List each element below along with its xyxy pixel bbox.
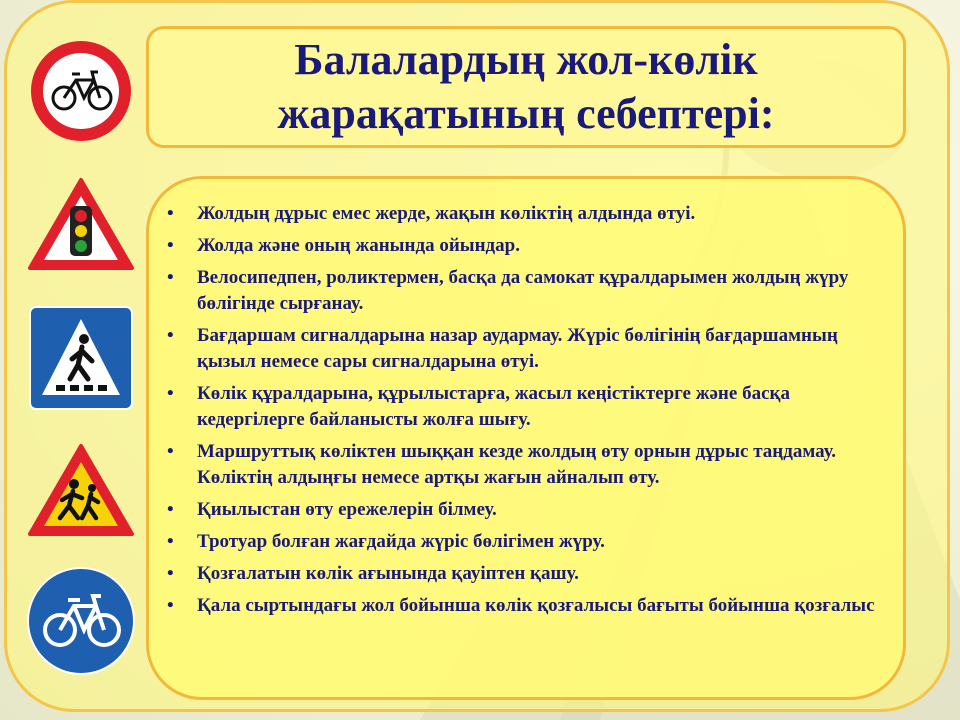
bullet: • xyxy=(167,383,174,404)
bullet: • xyxy=(167,595,174,616)
content-box xyxy=(146,176,906,700)
list-item xyxy=(159,561,899,587)
list-item xyxy=(159,201,899,227)
list-item xyxy=(159,381,899,433)
causes-list xyxy=(159,201,899,625)
bullet: • xyxy=(167,499,174,520)
title-box xyxy=(146,26,906,148)
no-bicycles-sign-icon xyxy=(28,38,134,144)
list-item-text: Жолда және оның жанында ойындар. xyxy=(197,235,520,256)
pedestrian-crossing-sign-icon xyxy=(28,305,134,411)
list-item-text: Жолдың дұрыс емес жерде, жақын көліктің алдында өтуі. xyxy=(197,203,696,224)
title-line-2: жарақатының себептері: xyxy=(277,89,775,138)
list-item-text: Маршруттық көліктен шыққан кезде жолдың өту орнын дұрыс таңдамау. Көліктің алдыңғы немесе артқы жағын айналып өту. xyxy=(197,441,837,488)
title-line-1: Балалардың жол-көлік xyxy=(294,35,758,84)
bullet: • xyxy=(167,441,174,462)
children-warning-sign-icon xyxy=(26,442,136,538)
bullet: • xyxy=(167,325,174,346)
list-item xyxy=(159,233,899,259)
bullet: • xyxy=(167,235,174,256)
bicycle-path-sign-icon xyxy=(26,566,136,676)
list-item-text: Қозғалатын көлік ағынында қауіптен қашу. xyxy=(197,563,579,584)
list-item-text: Бағдаршам сигналдарына назар аудармау. Жүріс бөлігінің бағдаршамның қызыл немесе сары сигналдарына өтуі. xyxy=(197,325,838,372)
list-item xyxy=(159,265,899,317)
list-item xyxy=(159,593,899,619)
list-item xyxy=(159,323,899,375)
list-item xyxy=(159,497,899,523)
list-item-text: Қала сыртындағы жол бойынша көлік қозғалысы бағыты бойынша қозғалыс xyxy=(197,595,875,616)
list-item-text: Велосипедпен, роликтермен, басқа да самокат құралдарымен жолдың жүру бөлігінде сырғанау. xyxy=(197,267,849,314)
list-item-text: Көлік құралдарына, құрылыстарға, жасыл кеңістіктерге және басқа кедергілерге байланысты жолға шығу. xyxy=(197,383,790,430)
bullet: • xyxy=(167,531,174,552)
bullet: • xyxy=(167,267,174,288)
bullet: • xyxy=(167,563,174,584)
bullet: • xyxy=(167,203,174,224)
list-item xyxy=(159,439,899,491)
list-item-text: Тротуар болған жағдайда жүріс бөлігімен жүру. xyxy=(197,531,605,552)
traffic-light-warning-sign-icon xyxy=(26,176,136,272)
page-title xyxy=(278,33,775,141)
list-item-text: Қиылыстан өту ережелерін білмеу. xyxy=(197,499,497,520)
list-item xyxy=(159,529,899,555)
